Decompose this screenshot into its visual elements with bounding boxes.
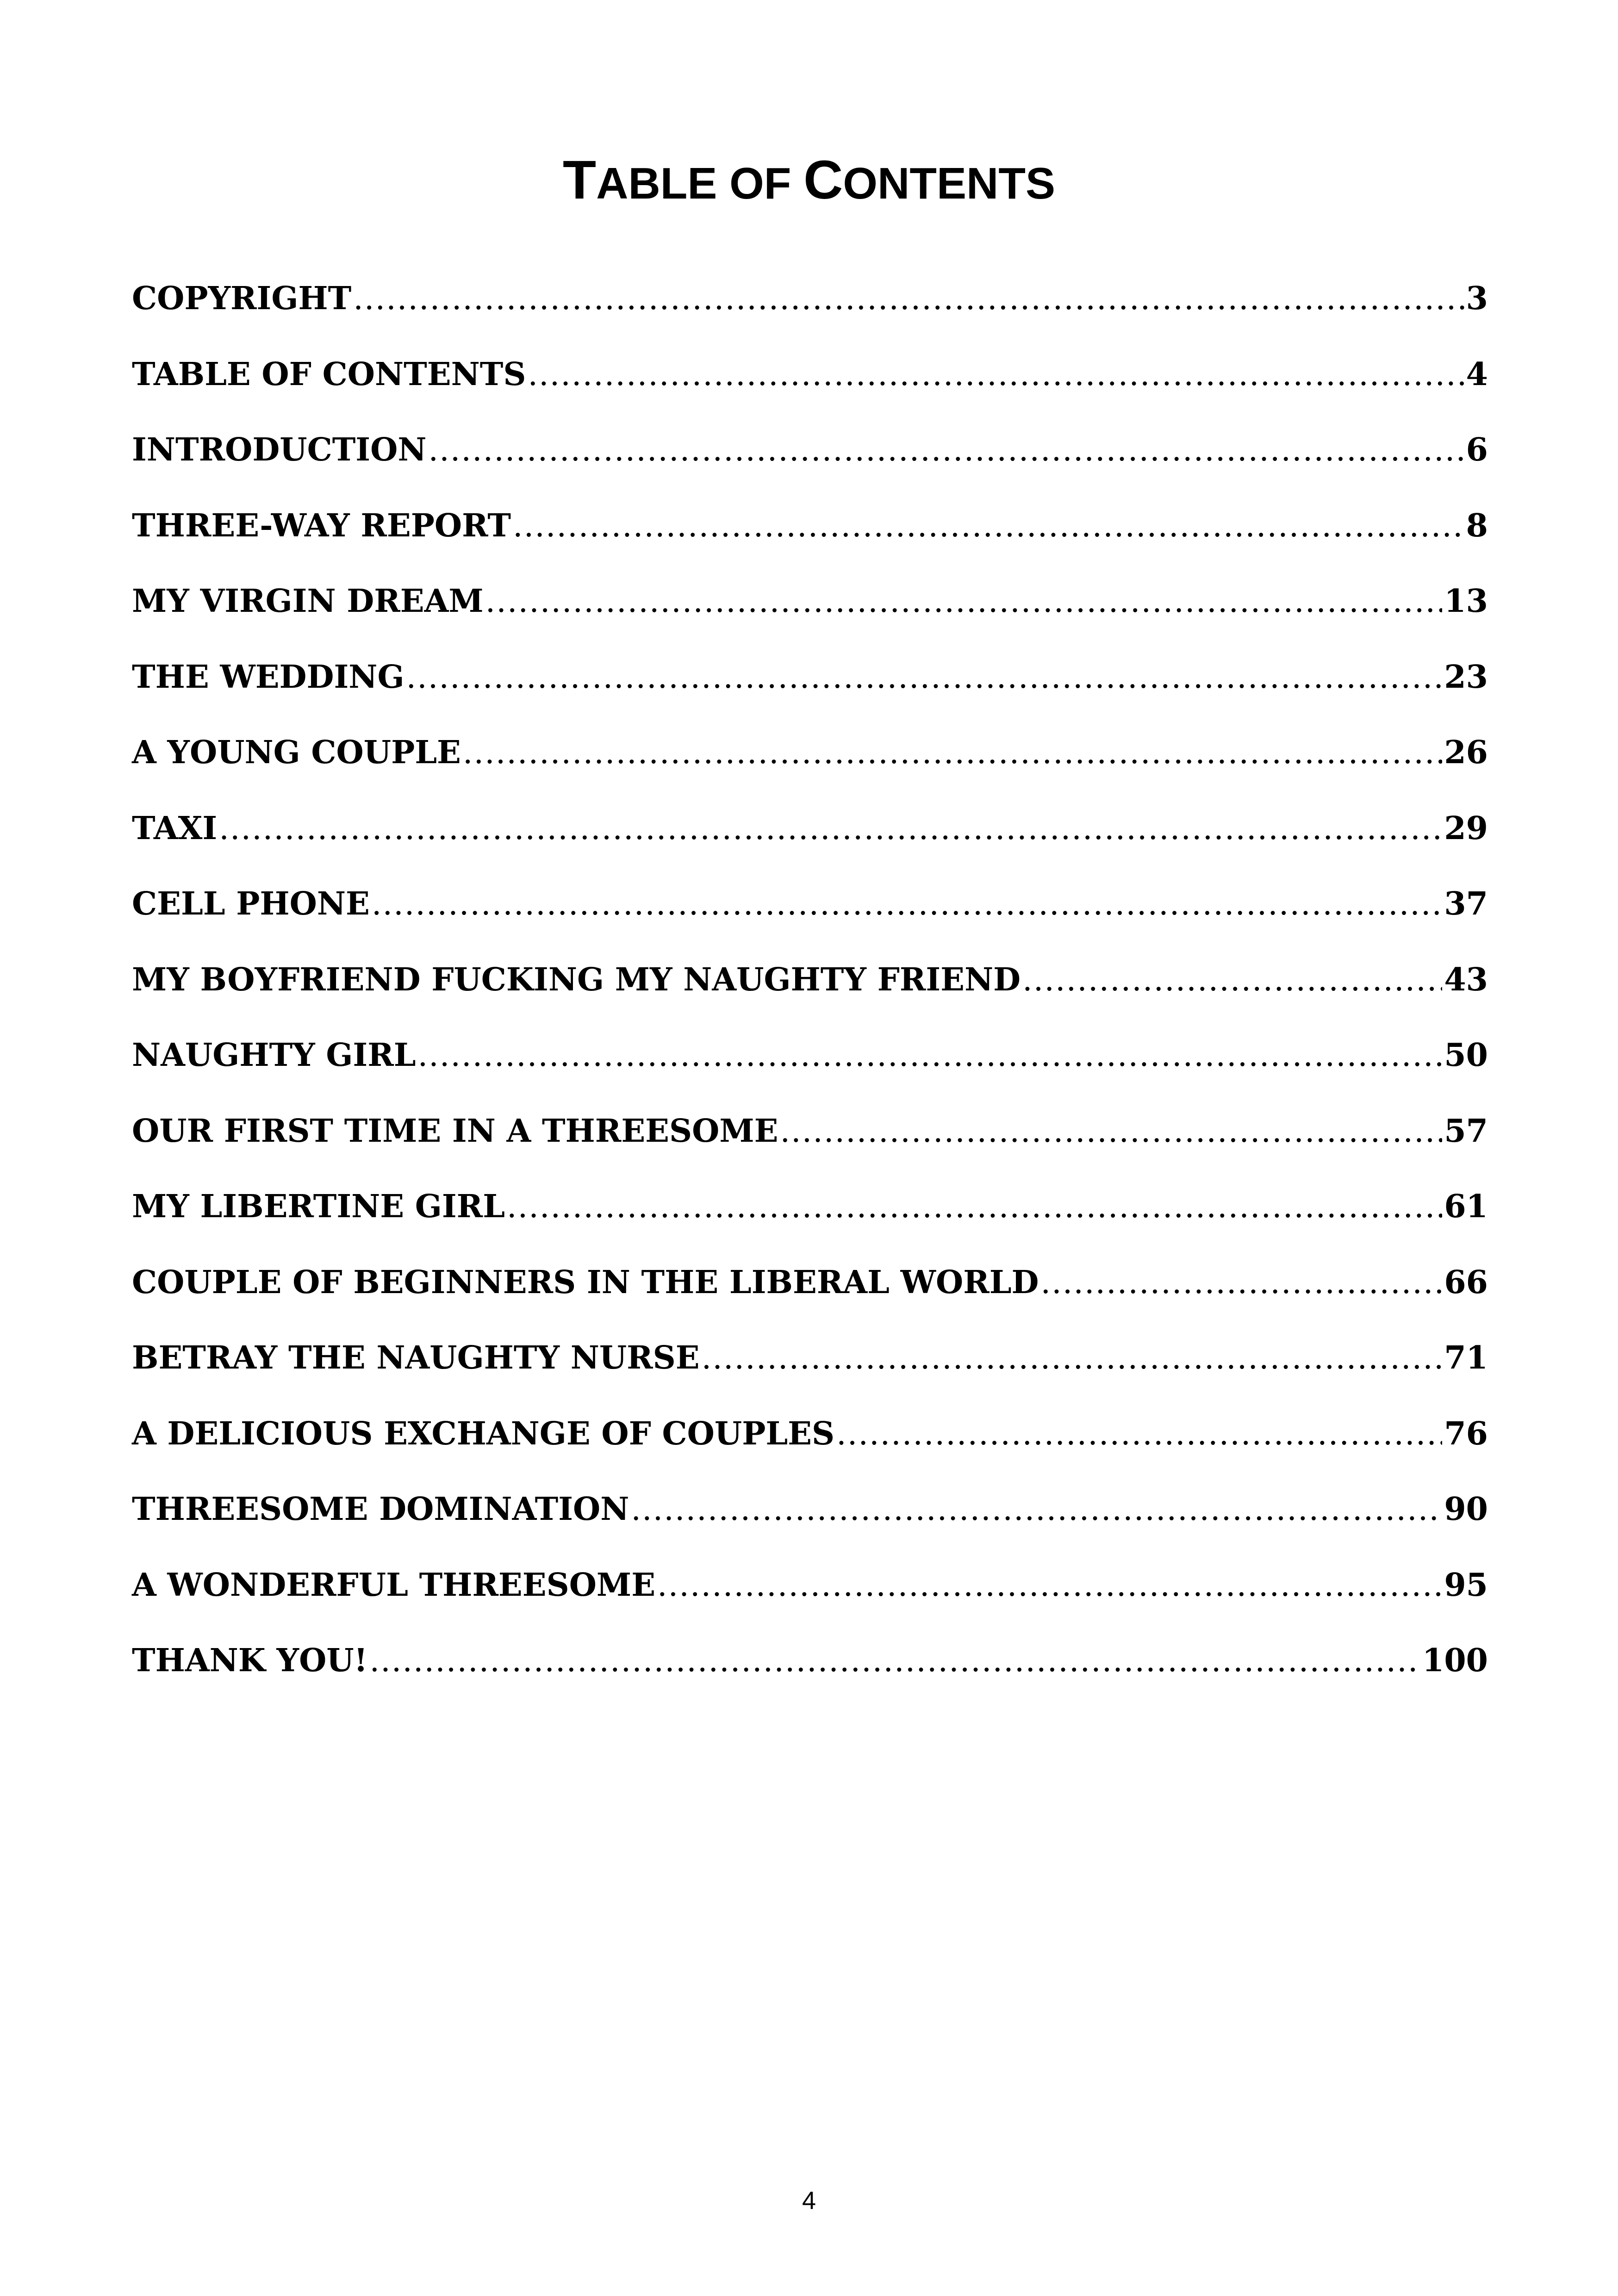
toc-entry-page: 29 [1444,809,1488,847]
toc-entry-title: THREESOME DOMINATION [132,1491,629,1528]
toc-entry-title: COPYRIGHT [132,280,352,317]
toc-entry-page: 90 [1444,1491,1488,1528]
toc-entry-table-of-contents[interactable] [132,354,1488,429]
page-number: 4 [802,2187,816,2215]
toc-dot-leader [485,580,1443,622]
toc-entry-title: TAXI [132,809,218,847]
toc-dot-leader [507,1186,1442,1228]
toc-entry-title: COUPLE OF BEGINNERS IN THE LIBERAL WORLD [132,1263,1039,1301]
toc-entry-naughty-girl[interactable] [132,1034,1488,1110]
toc-entry-page: 3 [1466,280,1488,317]
toc-entry-page: 50 [1444,1037,1488,1074]
toc-dot-leader [513,505,1464,547]
toc-dot-leader [429,429,1464,471]
toc-dot-leader [1040,1262,1442,1304]
toc-entry-page: 4 [1466,355,1488,393]
toc-entry-page: 43 [1444,961,1488,998]
toc-entry-title: A WONDERFUL THREESOME [132,1566,656,1604]
toc-entry-taxi[interactable] [132,808,1488,884]
toc-entry-couple-of-beginners[interactable] [132,1262,1488,1338]
toc-entry-the-wedding[interactable] [132,656,1488,732]
toc-entry-title: CELL PHONE [132,885,370,922]
toc-entry-a-young-couple[interactable] [132,732,1488,808]
toc-dot-leader [528,354,1464,396]
toc-entry-title: A DELICIOUS EXCHANGE OF COUPLES [132,1415,835,1452]
toc-entry-page: 95 [1444,1566,1488,1604]
toc-entry-thank-you[interactable] [132,1640,1488,1716]
toc-dot-leader [353,278,1464,320]
toc-dot-leader [406,656,1443,698]
title-initial-t: T [563,149,597,211]
toc-entry-title: TABLE OF CONTENTS [132,355,526,393]
toc-entry-title: A YOUNG COUPLE [132,734,461,771]
toc-entry-a-wonderful-threesome[interactable] [132,1564,1488,1640]
toc-entry-my-boyfriend[interactable] [132,959,1488,1035]
toc-entry-my-libertine-girl[interactable] [132,1186,1488,1262]
toc-entry-title: THANK YOU! [132,1642,368,1679]
toc-dot-leader [219,808,1442,850]
toc-entry-our-first-time[interactable] [132,1110,1488,1186]
toc-entry-threesome-domination[interactable] [132,1488,1488,1564]
toc-entry-title: NAUGHTY GIRL [132,1037,416,1074]
title-initial-c: C [803,149,843,211]
toc-entry-title: THE WEDDING [132,658,404,696]
toc-dot-leader [463,732,1443,774]
toc-dot-leader [631,1488,1442,1531]
toc-dot-leader [1022,959,1442,1001]
toc-entry-title: MY BOYFRIEND FUCKING MY NAUGHTY FRIEND [132,961,1021,998]
table-of-contents [132,278,1488,1716]
title-rest-2: ONTENTS [843,159,1055,209]
toc-entry-title: OUR FIRST TIME IN A THREESOME [132,1112,778,1150]
toc-entry-page: 23 [1444,658,1488,696]
toc-entry-introduction[interactable] [132,429,1488,505]
toc-entry-page: 13 [1444,583,1488,620]
toc-dot-leader [369,1640,1420,1682]
toc-entry-page: 76 [1444,1415,1488,1452]
toc-entry-cell-phone[interactable] [132,883,1488,959]
toc-entry-a-delicious-exchange[interactable] [132,1413,1488,1489]
page-title [0,148,1618,216]
toc-entry-page: 71 [1444,1339,1488,1376]
toc-entry-my-virgin-dream[interactable] [132,580,1488,656]
toc-entry-page: 37 [1444,885,1488,922]
title-rest-1: ABLE OF [596,159,804,209]
toc-dot-leader [702,1337,1443,1379]
toc-entry-title: THREE-WAY REPORT [132,507,511,544]
toc-entry-title: MY LIBERTINE GIRL [132,1188,505,1225]
toc-entry-betray-the-naughty-nurse[interactable] [132,1337,1488,1413]
toc-dot-leader [780,1110,1442,1152]
toc-entry-page: 61 [1444,1188,1488,1225]
toc-entry-page: 26 [1444,734,1488,771]
toc-entry-title: MY VIRGIN DREAM [132,583,484,620]
toc-entry-page: 8 [1466,507,1488,544]
toc-dot-leader [836,1413,1442,1455]
toc-entry-title: BETRAY THE NAUGHTY NURSE [132,1339,700,1376]
toc-dot-leader [372,883,1443,925]
toc-entry-page: 100 [1422,1642,1488,1679]
toc-entry-three-way-report[interactable] [132,505,1488,581]
toc-dot-leader [657,1564,1442,1606]
toc-dot-leader [418,1034,1443,1076]
toc-entry-copyright[interactable] [132,278,1488,354]
toc-entry-page: 66 [1444,1263,1488,1301]
toc-entry-title: INTRODUCTION [132,431,427,468]
toc-entry-page: 57 [1444,1112,1488,1150]
toc-entry-page: 6 [1466,431,1488,468]
